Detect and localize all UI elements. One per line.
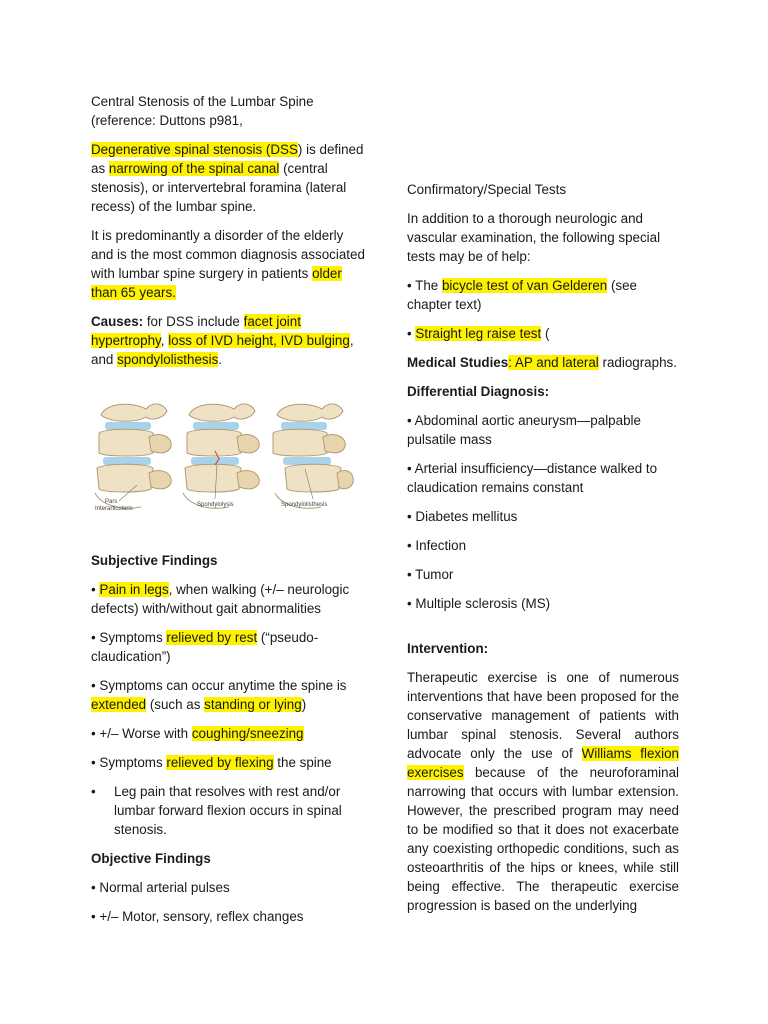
subjective-relieved-by-rest	[91, 628, 369, 666]
highlight-pain-in-legs: Pain in legs	[99, 582, 169, 597]
objective-heading: Objective Findings	[91, 851, 211, 866]
causes-paragraph	[91, 312, 369, 369]
figure-label-interarticularis: Interarticularis	[95, 506, 133, 512]
title-line-1: Central Stenosis of the Lumbar Spine	[91, 94, 314, 109]
right-column	[407, 180, 679, 925]
highlight-ap-lateral: : AP and lateral	[508, 355, 599, 370]
highlight-age: older than 65 years.	[91, 266, 342, 300]
figure-label-spondylolisthesis: Spondylolisthesis	[281, 502, 328, 508]
differential-item: • Arterial insufficiency—distance walked to claudication remains constant	[407, 461, 658, 495]
dss-text-1: ) is defined as	[91, 142, 364, 176]
flexing-pre: • Symptoms	[91, 755, 167, 770]
elderly-text: It is predominantly a disorder of the elderly and is the most common diagnosis associated with lumbar spine surgery in patients	[91, 228, 365, 281]
objective-item: • +/– Motor, sensory, reflex changes	[91, 909, 304, 924]
leg-pain-bullet: •	[91, 784, 96, 799]
intervention-paragraph	[407, 668, 679, 915]
highlight-extended: extended	[91, 697, 147, 712]
spine-image-pars	[95, 404, 171, 508]
medical-studies	[407, 353, 679, 372]
left-column	[91, 92, 369, 936]
worse-pre: • +/– Worse with	[91, 726, 192, 741]
causes-text-2: , and	[91, 333, 354, 367]
spine-image-spondylolisthesis	[273, 404, 353, 508]
differential-item: • Infection	[407, 538, 467, 553]
bicycle-rest: (see chapter text)	[407, 278, 637, 312]
document-title	[91, 92, 369, 130]
leg-pain-text: Leg pain that resolves with rest and/or lumbar forward flexion occurs in spinal stenosis.	[114, 784, 342, 837]
subjective-extended	[91, 676, 369, 714]
elderly-paragraph	[91, 226, 369, 302]
extended-mid: (such as	[146, 697, 205, 712]
causes-end: .	[218, 352, 223, 367]
dss-text-2: (central stenosis), or intervertebral foramina (lateral recess) of the lumbar spine.	[91, 161, 347, 214]
differential-item: • Diabetes mellitus	[407, 509, 518, 524]
leg-pain-list	[91, 782, 369, 839]
bicycle-pre: • The	[407, 278, 442, 293]
highlight-slr: Straight leg raise test	[415, 326, 542, 341]
extended-pre: • Symptoms can occur anytime the spine is	[91, 678, 347, 693]
slr-pre: •	[407, 326, 416, 341]
differential-heading: Differential Diagnosis:	[407, 384, 550, 399]
spine-illustration-svg	[91, 393, 356, 523]
confirmatory-bicycle	[407, 276, 679, 314]
confirmatory-slr	[407, 324, 679, 343]
extended-end: )	[301, 697, 307, 712]
highlight-coughing: coughing/sneezing	[191, 726, 304, 741]
rest-pre: • Symptoms	[91, 630, 167, 645]
spine-illustration	[91, 393, 356, 523]
objective-item: • Normal arterial pulses	[91, 880, 230, 895]
spine-image-spondylolysis	[183, 404, 259, 508]
highlight-ivd: loss of IVD height, IVD bulging	[168, 333, 350, 348]
highlight-facet: facet joint hypertrophy	[91, 314, 301, 348]
intervention-text-1: Therapeutic exercise is one of numerous interventions that have been proposed for the conservative management of patients with lumbar spinal stenosis. Several authors advocate only the use of	[407, 670, 679, 761]
highlight-relieved-by-rest: relieved by rest	[166, 630, 258, 645]
confirmatory-heading: Confirmatory/Special Tests	[407, 182, 567, 197]
confirmatory-intro: In addition to a thorough neurologic and vascular examination, the following special tests may be of help:	[407, 211, 661, 264]
differential-item: • Abdominal aortic aneurysm—palpable pulsatile mass	[407, 413, 641, 447]
pain-rest: , when walking (+/– neurologic defects) with/without gait abnormalities	[91, 582, 350, 616]
intervention-text-2: because of the neuroforaminal narrowing that occurs with lumbar extension. However, the prescribed program may need to be modified so that it does not exacerbate any coexisting orthopedic conditions, such as osteoarthritis of the hips or knees, while still being effective. The therapeutic exercise progression is based on the underlying	[407, 765, 679, 913]
highlight-bicycle-test: bicycle test of van Gelderen	[441, 278, 608, 293]
differential-item: • Multiple sclerosis (MS)	[407, 596, 551, 611]
highlight-standing-or-lying: standing or lying	[204, 697, 302, 712]
differential-item: • Tumor	[407, 567, 454, 582]
medical-rest: radiographs.	[598, 355, 677, 370]
subjective-pain-in-legs	[91, 580, 369, 618]
list-item-leg-pain	[91, 782, 369, 839]
highlight-spondylolisthesis: spondylolisthesis	[117, 352, 219, 367]
highlight-narrowing: narrowing of the spinal canal	[108, 161, 280, 176]
medical-label: Medical Studies	[407, 355, 509, 370]
subjective-flexing	[91, 753, 369, 772]
causes-text: for DSS include	[143, 314, 244, 329]
flexing-rest: the spine	[273, 755, 332, 770]
highlight-relieved-by-flexing: relieved by flexing	[166, 755, 274, 770]
title-line-2: (reference: Duttons p981,	[91, 113, 243, 128]
causes-sep: ,	[160, 333, 165, 348]
rest-rest: (“pseudo-claudication”)	[91, 630, 319, 664]
highlight-dss-term: Degenerative spinal stenosis (DSS	[91, 142, 298, 157]
subjective-heading: Subjective Findings	[91, 553, 218, 568]
slr-rest: (	[541, 326, 550, 341]
intervention-heading: Intervention:	[407, 641, 489, 656]
pain-bullet: •	[91, 582, 96, 597]
dss-definition	[91, 140, 369, 216]
subjective-worse	[91, 724, 369, 743]
highlight-williams: Williams flexion exercises	[407, 746, 679, 780]
causes-label: Causes:	[91, 314, 144, 329]
figure-label-spondylolysis: Spondylolysis	[197, 502, 234, 508]
figure-label-pars: Pars	[105, 499, 118, 505]
